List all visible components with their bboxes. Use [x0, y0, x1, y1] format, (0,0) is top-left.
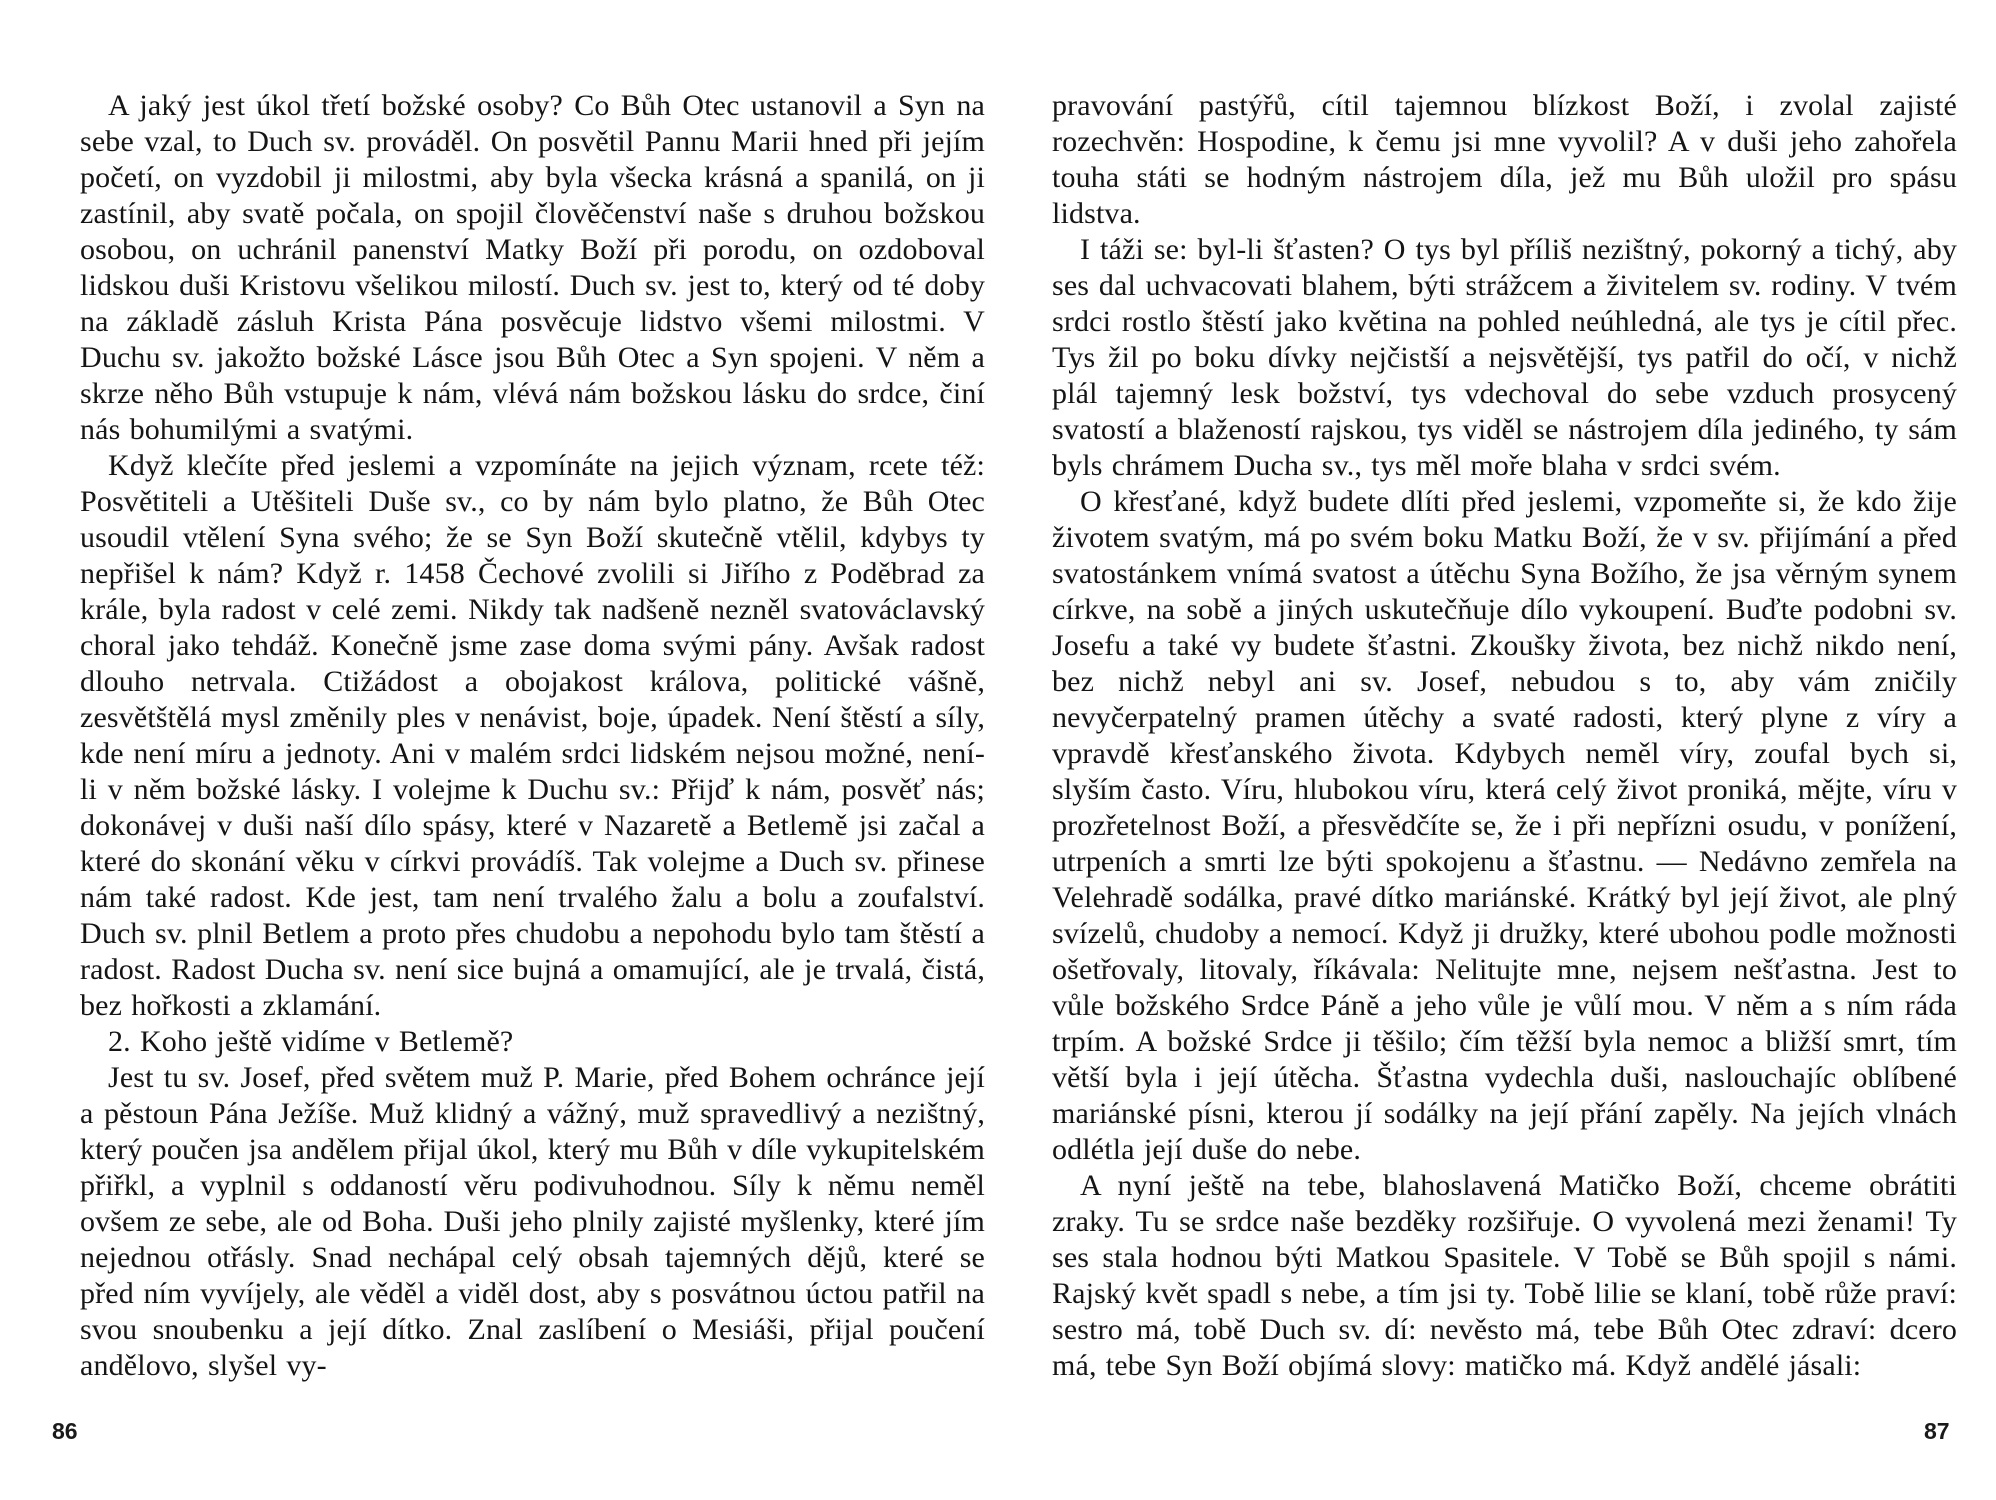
paragraph: pravování pastýřů, cítil tajemnou blízkost Boží, i zvolal zajisté rozechvěn: Hospodine, k čemu jsi mne vyvolil? A v duši jeho zahořela touha státi se hodným nástrojem díla, jež mu Bůh uložil pro spásu lidstva.	[1052, 89, 1957, 230]
right-page-text	[1052, 88, 1957, 1384]
left-page-text	[80, 88, 985, 1384]
paragraph: Když klečíte před jeslemi a vzpomínáte na jejich význam, rcete též: Posvětiteli a Utěšiteli Duše sv., co by nám bylo platno, že Bůh Otec usoudil vtělení Syna svého; že se Syn Boží skutečně vtělil, kdybys ty nepřišel k nám? Když r. 1458 Čechové zvolili si Jiřího z Poděbrad za krále, byla radost v celé zemi. Nikdy tak nadšeně nezněl svatováclavský choral jako tehdáž. Konečně jsme zase doma svými pány. Avšak radost dlouho netrvala. Ctižádost a obojakost králova, politické vášně, zesvětštělá mysl změnily ples v nenávist, boje, úpadek. Není štěstí a síly, kde není míru a jednoty. Ani v malém srdci lidském nejsou možné, není-li v něm božské lásky. I volejme k Duchu sv.: Přijď k nám, posvěť nás; dokonávej v duši naší dílo spásy, které v Nazaretě a Betlemě jsi začal a které do skonání věku v církvi provádíš. Tak volejme a Duch sv. přinese nám také radost. Kde jest, tam není trvalého žalu a bolu a zoufalství. Duch sv. plnil Betlem a proto přes chudobu a nepohodu bylo tam štěstí a radost. Radost Ducha sv. není sice bujná a omamující, ale je trvalá, čistá, bez hořkosti a zklamání.	[80, 449, 985, 1022]
paragraph: A nyní ještě na tebe, blahoslavená Matičko Boží, chceme obrátiti zraky. Tu se srdce naše bezděky rozšiřuje. O vyvolená mezi ženami! Ty ses stala hodnou býti Matkou Spasitele. V Tobě se Bůh spojil s námi. Rajský květ spadl s nebe, a tím jsi ty. Tobě lilie se klaní, tobě růže praví: sestro má, tobě Duch sv. dí: nevěsto má, tebe Bůh Otec zdraví: dcero má, tebe Syn Boží objímá slovy: matičko má. Když andělé jásali:	[1052, 1169, 1957, 1382]
paragraph: O křesťané, když budete dlíti před jeslemi, vzpomeňte si, že kdo žije životem svatým, má po svém boku Matku Boží, že v sv. přijímání a před svatostánkem vnímá svatost a útěchu Syna Božího, že jsa věrným synem církve, na sobě a jiných uskutečňuje dílo vykoupení. Buďte podobni sv. Josefu a také vy budete šťastni. Zkoušky života, bez nichž nikdo není, bez nichž nebyl ani sv. Josef, nebudou s to, aby vám zničily nevyčerpatelný pramen útěchy a svaté radosti, který plyne z víry a vpravdě křesťanského života. Kdybych neměl víry, zoufal bych si, slyším často. Víru, hlubokou víru, která celý život proniká, mějte, víru v prozřetelnost Boží, a přesvědčíte se, že i při nepřízni osudu, v ponížení, utrpeních a smrti lze býti spokojenu a šťastnu. — Nedávno zemřela na Velehradě sodálka, pravé dítko mariánské. Krátký byl její život, ale plný svízelů, chudoby a nemocí. Když ji družky, které ubohou podle možnosti ošetřovaly, litovaly, říkávala: Nelitujte mne, nejsem nešťastna. Jest to vůle božského Srdce Páně a jeho vůle je vůlí mou. V něm a s ním ráda trpím. A božské Srdce ji těšilo; čím těžší byla nemoc a bližší smrt, tím větší byla i její útěcha. Šťastna vydechla duši, naslouchajíc oblíbené mariánské písni, kterou jí sodálky na její přání zapěly. Na jejích vlnách odlétla její duše do nebe.	[1052, 485, 1957, 1166]
paragraph: I táži se: byl-li šťasten? O tys byl příliš nezištný, pokorný a tichý, aby ses dal uchvacovati blahem, býti strážcem a živitelem sv. rodiny. V tvém srdci rostlo štěstí jako květina na pohled neúhledná, ale tys je cítil přec. Tys žil po boku dívky nejčistší a nejsvětější, tys patřil do očí, v nichž plál tajemný lesk božství, tys vdechoval do sebe vzduch prosycený svatostí a blažeností rajskou, tys viděl se nástrojem díla jediného, ty sám byls chrámem Ducha sv., tys měl moře blaha v srdci svém.	[1052, 233, 1957, 482]
page-number-right: 87	[1924, 1418, 1950, 1444]
section-heading: 2. Koho ještě vidíme v Betlemě?	[108, 1025, 514, 1058]
left-page	[80, 88, 985, 1468]
paragraph: A jaký jest úkol třetí božské osoby? Co Bůh Otec ustanovil a Syn na sebe vzal, to Duch sv. prováděl. On posvětil Pannu Marii hned při jejím početí, on vyzdobil ji milostmi, aby byla všecka krásná a spanilá, on ji zastínil, aby svatě počala, on spojil člověčenství naše s druhou božskou osobou, on uchránil panenství Matky Boží při porodu, on ozdoboval lidskou duši Kristovu všelikou milostí. Duch sv. jest to, který od té doby na základě zásluh Krista Pána posvěcuje lidstvo všemi milostmi. V Duchu sv. jakožto božské Lásce jsou Bůh Otec a Syn spojeni. V něm a skrze něho Bůh vstupuje k nám, vlévá nám božskou lásku do srdce, činí nás bohumilými a svatými.	[80, 89, 985, 446]
right-page	[1052, 88, 1957, 1468]
page-number-left: 86	[52, 1418, 78, 1444]
paragraph: Jest tu sv. Josef, před světem muž P. Marie, před Bohem ochránce její a pěstoun Pána Ježíše. Muž klidný a vážný, muž spravedlivý a nezištný, který poučen jsa andělem přijal úkol, který mu Bůh v díle vykupitelském přiřkl, a vyplnil s oddaností věru podivuhodnou. Síly k němu neměl ovšem ze sebe, ale od Boha. Duši jeho plnily zajisté myšlenky, které jím nejednou otřásly. Snad nechápal celý obsah tajemných dějů, které se před ním vyvíjely, ale věděl a viděl dost, aby s posvátnou úctou patřil na svou snoubenku a její dítko. Znal zaslíbení o Mesiáši, přijal poučení andělovo, slyšel vy-	[80, 1061, 985, 1382]
